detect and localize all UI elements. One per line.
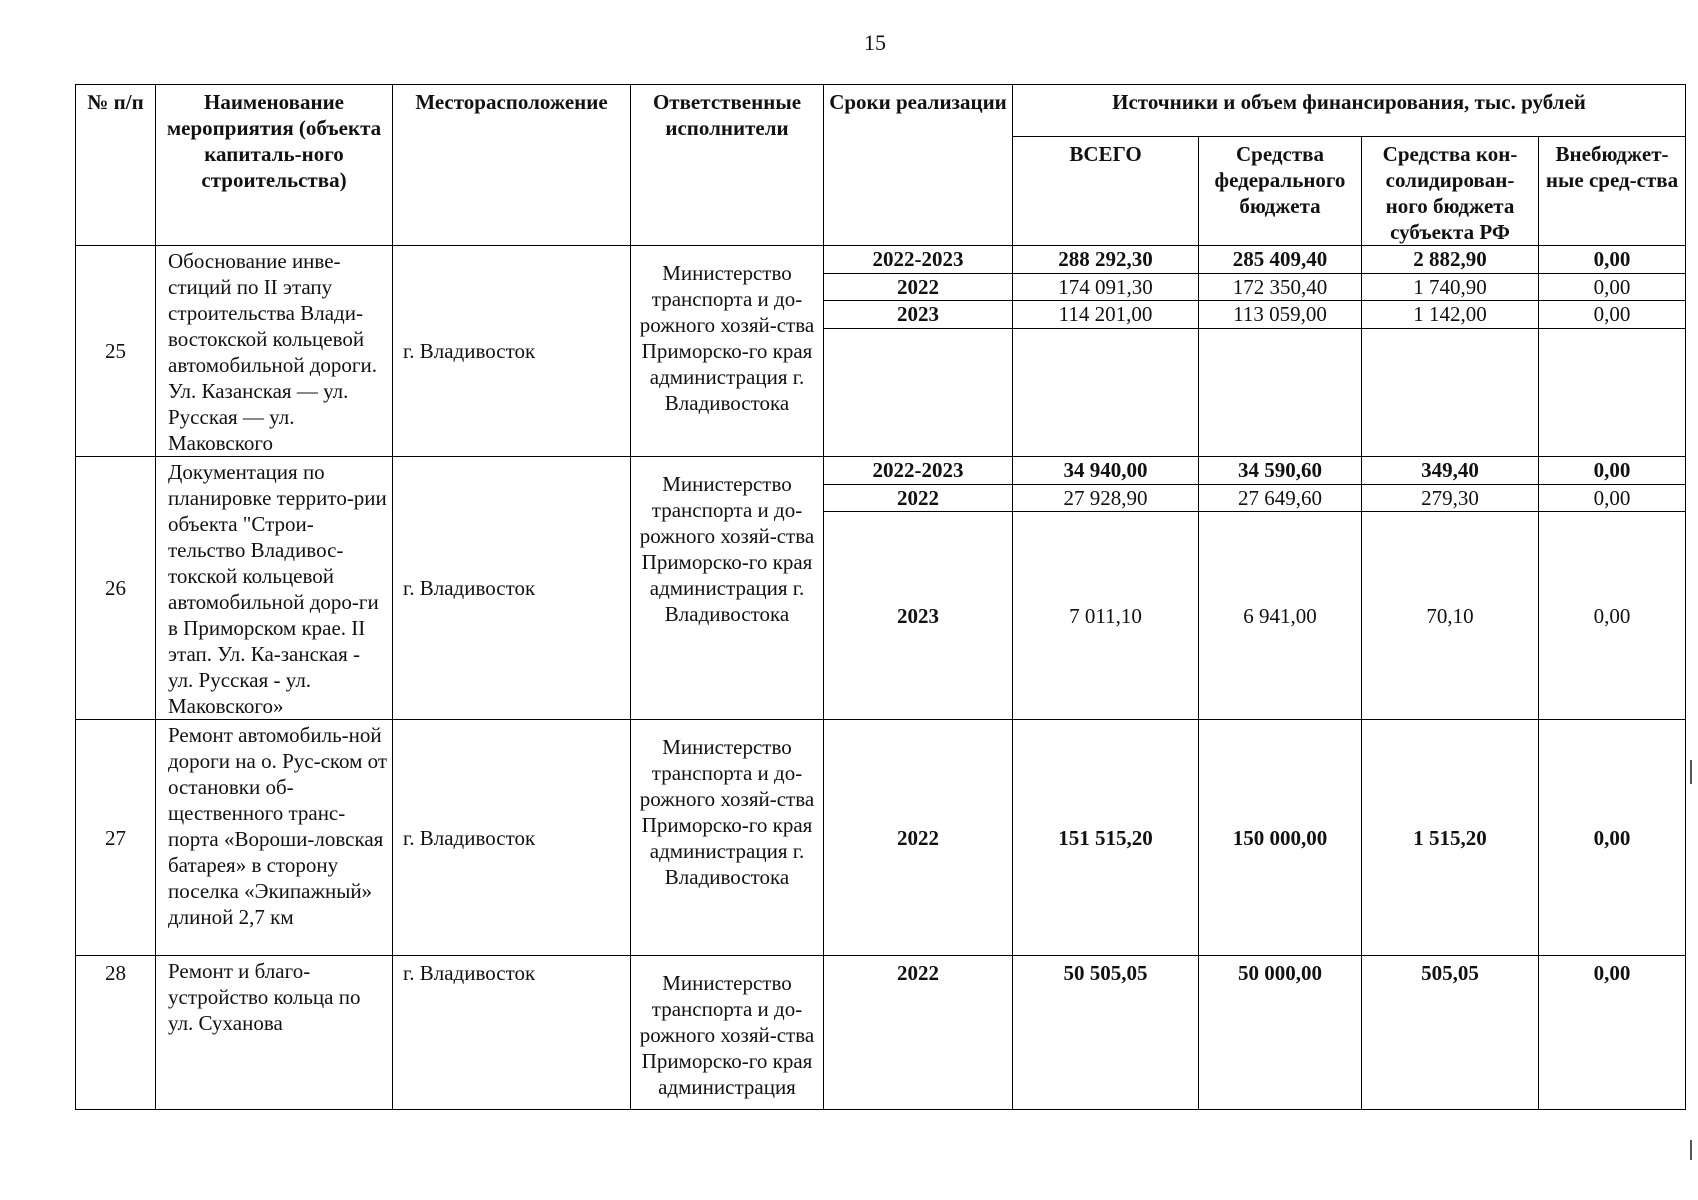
row-year: 2022: [824, 484, 1013, 512]
row-regional: 1 142,00: [1362, 301, 1539, 329]
row-extra: 0,00: [1539, 512, 1686, 720]
row-location: г. Владивосток: [393, 457, 631, 720]
row-name: Документация по планировке террито-рии объекта "Строи-тельство Владивос-токской кольцевой автомобильной доро-ги в Приморском крае. II этап. Ул. Ка-занская - ул. Русская - ул. Маковского»: [156, 457, 393, 720]
table-row: [76, 457, 1686, 485]
row-total: 174 091,30: [1013, 273, 1199, 301]
row-executors: Министерство транспорта и до-рожного хозяй-ства Приморско-го края администрация г. Владивостока: [631, 457, 824, 720]
header-regional: Средства кон-солидирован-ного бюджета субъекта РФ: [1362, 137, 1539, 246]
row-year: 2022: [824, 720, 1013, 956]
row-num: 27: [76, 720, 156, 956]
row-year: 2022-2023: [824, 246, 1013, 274]
row-total: 288 292,30: [1013, 246, 1199, 274]
row-executors: Министерство транспорта и до-рожного хозяй-ства Приморско-го края администрация г. Владивостока: [631, 246, 824, 457]
table-row: [76, 956, 1686, 1110]
row-federal: 172 350,40: [1199, 273, 1362, 301]
row-year: 2023: [824, 512, 1013, 720]
header-sources: Источники и объем финансирования, тыс. рублей: [1013, 85, 1686, 137]
empty-cell: [1362, 328, 1539, 456]
header-row-1: [76, 85, 1686, 137]
row-location: г. Владивосток: [393, 720, 631, 956]
row-total: 7 011,10: [1013, 512, 1199, 720]
row-regional: 279,30: [1362, 484, 1539, 512]
scan-mark: [1690, 1140, 1692, 1160]
row-extra: 0,00: [1539, 246, 1686, 274]
row-regional: 1 515,20: [1362, 720, 1539, 956]
row-regional: 70,10: [1362, 512, 1539, 720]
row-extra: 0,00: [1539, 457, 1686, 485]
header-terms: Сроки реализации: [824, 85, 1013, 246]
row-location: г. Владивосток: [393, 246, 631, 457]
row-federal: 50 000,00: [1199, 956, 1362, 1110]
row-name: Ремонт автомобиль-ной дороги на о. Рус-ском от остановки об-щественного транс-порта «Вороши-ловская батарея» в сторону поселка «Экипажный» длиной 2,7 км: [156, 720, 393, 956]
row-year: 2022-2023: [824, 457, 1013, 485]
row-num: 25: [76, 246, 156, 457]
header-total: ВСЕГО: [1013, 137, 1199, 246]
header-num: № п/п: [76, 85, 156, 246]
row-executors: Министерство транспорта и до-рожного хозяй-ства Приморско-го края администрация г. Владивостока: [631, 720, 824, 956]
row-year: 2022: [824, 273, 1013, 301]
row-extra: 0,00: [1539, 720, 1686, 956]
row-federal: 150 000,00: [1199, 720, 1362, 956]
row-total: 50 505,05: [1013, 956, 1199, 1110]
empty-cell: [824, 328, 1013, 456]
row-regional: 349,40: [1362, 457, 1539, 485]
row-extra: 0,00: [1539, 301, 1686, 329]
page-number: 15: [864, 30, 886, 55]
header-executors: Ответственные исполнители: [631, 85, 824, 246]
row-total: 34 940,00: [1013, 457, 1199, 485]
table-row: [76, 246, 1686, 274]
row-extra: 0,00: [1539, 484, 1686, 512]
row-regional: 505,05: [1362, 956, 1539, 1110]
row-total: 27 928,90: [1013, 484, 1199, 512]
row-location: г. Владивосток: [393, 956, 631, 1110]
row-federal: 285 409,40: [1199, 246, 1362, 274]
header-federal: Средства федерального бюджета: [1199, 137, 1362, 246]
row-executors: Министерство транспорта и до-рожного хозяй-ства Приморско-го края администрация: [631, 956, 824, 1110]
header-location: Месторасположение: [393, 85, 631, 246]
row-year: 2023: [824, 301, 1013, 329]
row-federal: 34 590,60: [1199, 457, 1362, 485]
empty-cell: [1199, 328, 1362, 456]
row-extra: 0,00: [1539, 956, 1686, 1110]
row-regional: 2 882,90: [1362, 246, 1539, 274]
table-row: [76, 720, 1686, 956]
row-federal: 27 649,60: [1199, 484, 1362, 512]
row-total: 151 515,20: [1013, 720, 1199, 956]
row-federal: 6 941,00: [1199, 512, 1362, 720]
header-extra: Внебюджет-ные сред-ства: [1539, 137, 1686, 246]
row-name: Ремонт и благо-устройство кольца по ул. Суханова: [156, 956, 393, 1110]
scan-mark: [1690, 760, 1692, 784]
financing-table: [75, 84, 1686, 1110]
row-num: 26: [76, 457, 156, 720]
header-name: Наименование мероприятия (объекта капиталь-ного строительства): [156, 85, 393, 246]
row-name: Обоснование инве-стиций по II этапу строительства Влади-востокской кольцевой автомобильной дороги. Ул. Казанская — ул. Русская — ул. Маковского: [156, 246, 393, 457]
row-year: 2022: [824, 956, 1013, 1110]
row-num: 28: [76, 956, 156, 1110]
row-total: 114 201,00: [1013, 301, 1199, 329]
empty-cell: [1013, 328, 1199, 456]
empty-cell: [1539, 328, 1686, 456]
row-federal: 113 059,00: [1199, 301, 1362, 329]
row-extra: 0,00: [1539, 273, 1686, 301]
row-regional: 1 740,90: [1362, 273, 1539, 301]
